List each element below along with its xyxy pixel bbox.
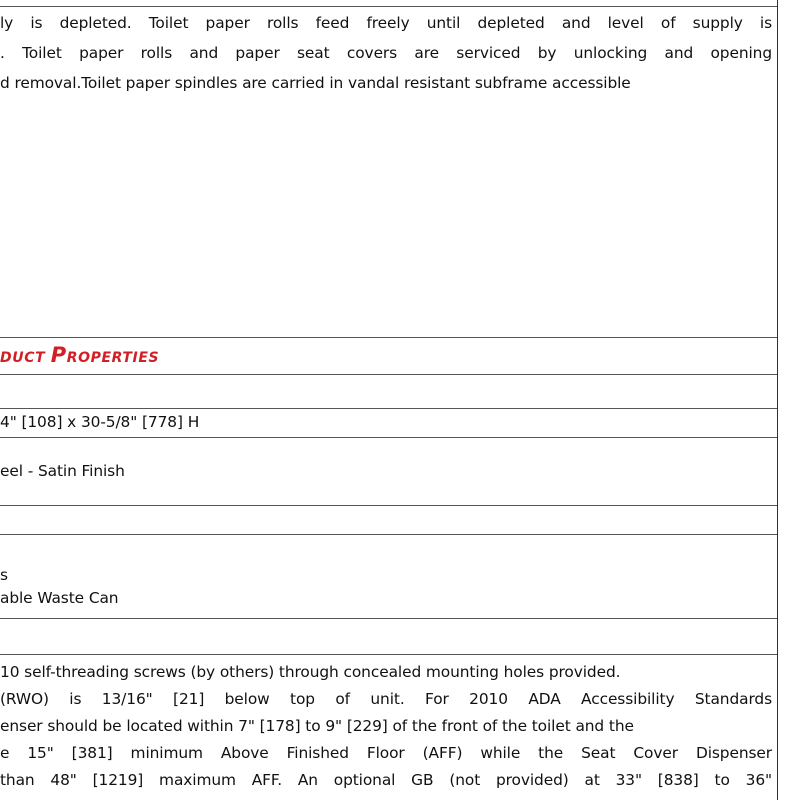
material-value: eel - Satin Finish xyxy=(0,462,125,480)
description-line: . Toilet paper rolls and paper seat covers are serviced by unlocking and opening xyxy=(0,44,772,62)
title-part: ROPERTIES xyxy=(66,350,160,366)
dimensions-value: 4" [108] x 30-5/8" [778] H xyxy=(0,413,200,431)
description-line: d removal.Toilet paper spindles are carried in vandal resistant subframe accessible xyxy=(0,74,631,92)
divider xyxy=(0,618,777,619)
divider xyxy=(0,408,777,409)
section-title-product-properties xyxy=(0,343,159,367)
divider xyxy=(0,337,777,338)
divider xyxy=(0,6,777,7)
installation-line: 10 self-threading screws (by others) through concealed mounting holes provided. xyxy=(0,663,621,681)
title-part: DUCT xyxy=(0,350,46,366)
divider xyxy=(0,437,777,438)
options-item: able Waste Can xyxy=(0,589,119,607)
installation-line: (RWO) is 13/16" [21] below top of unit. For 2010 ADA Accessibility Standards xyxy=(0,690,772,708)
divider xyxy=(0,374,777,375)
installation-line: e 15" [381] minimum Above Finished Floor (AFF) while the Seat Cover Dispenser xyxy=(0,744,772,762)
divider xyxy=(0,654,777,655)
installation-line: than 48" [1219] maximum AFF. An optional GB (not provided) at 33" [838] to 36" xyxy=(0,771,772,789)
description-line: ly is depleted. Toilet paper rolls feed freely until depleted and level of supply is xyxy=(0,14,772,32)
options-item: s xyxy=(0,566,8,584)
title-part: P xyxy=(50,343,67,367)
installation-line: enser should be located within 7" [178] to 9" [229] of the front of the toilet and the xyxy=(0,717,634,735)
divider xyxy=(0,505,777,506)
divider xyxy=(0,534,777,535)
